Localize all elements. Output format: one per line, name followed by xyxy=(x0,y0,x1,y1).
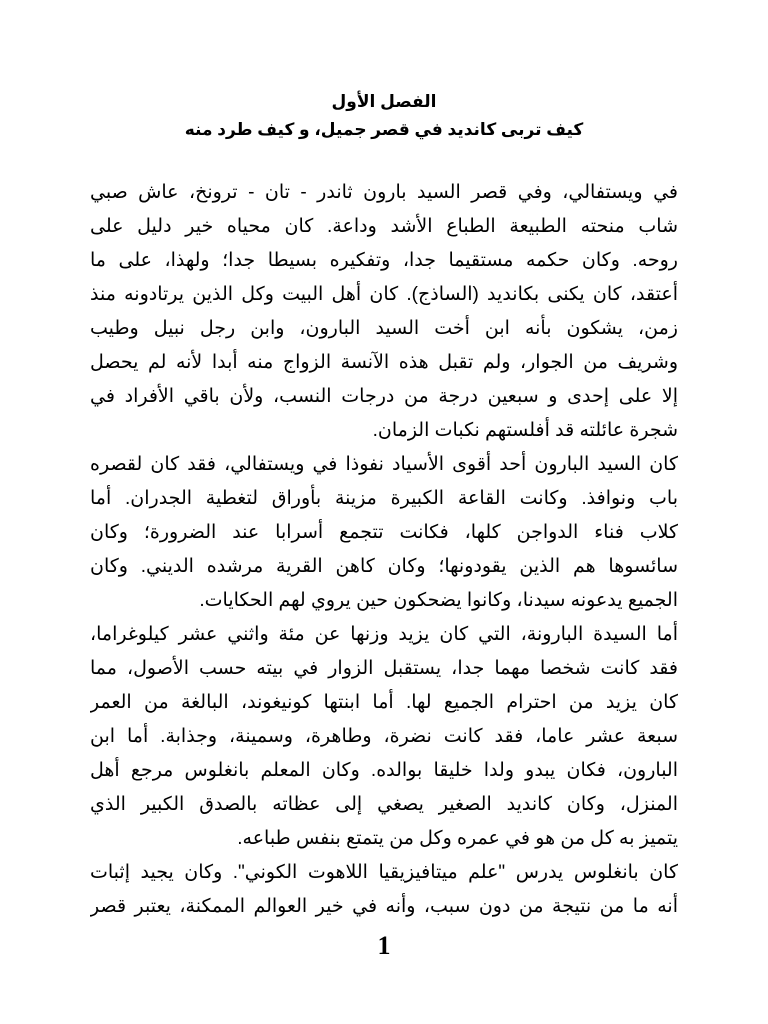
paragraph-1 xyxy=(90,176,678,448)
text-line: كان يزيد من احترام الجميع لها. أما ابنتها كونيغوند، البالغة من العمر xyxy=(90,692,678,713)
text-line: روحه. وكان حكمه مستقيما جدا، وتفكيره بسيطا جدا؛ ولهذا، على ما xyxy=(90,250,678,271)
text-line: المنزل، وكان كانديد الصغير يصغي إلى عظاته بالصدق الكبير الذي xyxy=(90,794,678,815)
text-line: أما السيدة البارونة، التي كان يزيد وزنها عن مئة واثني عشر كيلوغراما، xyxy=(90,624,678,645)
text-line: شاب منحته الطبيعة الطباع الأشد وداعة. كان محياه خير دليل على xyxy=(90,216,678,237)
text-line: إلا على إحدى و سبعين درجة من درجات النسب، ولأن باقي الأفراد في xyxy=(90,386,678,407)
chapter-title: كيف تربى كانديد في قصر جميل، و كيف طرد منه xyxy=(184,120,584,139)
text-line: يتميز به كل من هو في عمره وكل من يتمتع بنفس طباعه. xyxy=(237,828,678,849)
text-line: كان السيد البارون أحد أقوى الأسياد نفوذا في ويستفالي، فقد كان لقصره xyxy=(90,454,678,475)
text-line: سبعة عشر عاما، فقد كانت نضرة، وطاهرة، وسمينة، وجذابة. أما ابن xyxy=(90,726,678,747)
body-text xyxy=(90,176,678,924)
text-line: الجميع يدعونه سيدنا، وكانوا يضحكون حين يروي لهم الحكايات. xyxy=(199,590,678,611)
page-number: 1 xyxy=(377,931,391,960)
text-line: في ويستفالي، وفي قصر السيد بارون ثاندر - تان - ترونخ، عاش صبي xyxy=(90,182,678,203)
text-line: شجرة عائلته قد أفلستهم نكبات الزمان. xyxy=(372,420,678,441)
text-line: كان بانغلوس يدرس "علم ميتافيزيقيا اللاهوت الكوني". وكان يجيد إثبات xyxy=(90,862,678,883)
paragraph-3 xyxy=(90,618,678,856)
text-line: باب ونوافذ. وكانت القاعة الكبيرة مزينة بأوراق لتغطية الجدران. أما xyxy=(90,488,678,509)
text-line: أنه ما من نتيجة من دون سبب، وأنه في خير العوالم الممكنة، يعتبر قصر xyxy=(90,896,678,917)
text-line: وشريف من الجوار، ولم تقبل هذه الآنسة الزواج منه أبدا لأنه لم يحصل xyxy=(90,352,678,373)
text-line: كلاب فناء الدواجن كلها، فكانت تتجمع أسرابا عند الضرورة؛ وكان xyxy=(90,522,678,543)
text-line: سائسوها هم الذين يقودونها؛ وكان كاهن القرية مرشده الديني. وكان xyxy=(90,556,678,577)
text-line: أعتقد، كان يكنى بكانديد (الساذج). كان أهل البيت وكل الذين يرتادونه منذ xyxy=(90,284,678,305)
chapter-heading xyxy=(90,88,678,144)
paragraph-4 xyxy=(90,856,678,924)
paragraph-2 xyxy=(90,448,678,618)
text-line: البارون، فكان يبدو ولدا خليقا بوالده. وكان المعلم بانغلوس مرجع أهل xyxy=(90,760,678,781)
text-line: فقد كانت شخصا مهما جدا، يستقبل الزوار في بيته حسب الأصول، مما xyxy=(90,658,678,679)
text-line: زمن، يشكون بأنه ابن أخت السيد البارون، وابن رجل نبيل وطيب xyxy=(90,318,678,339)
chapter-label: الفصل الأول xyxy=(331,92,437,111)
